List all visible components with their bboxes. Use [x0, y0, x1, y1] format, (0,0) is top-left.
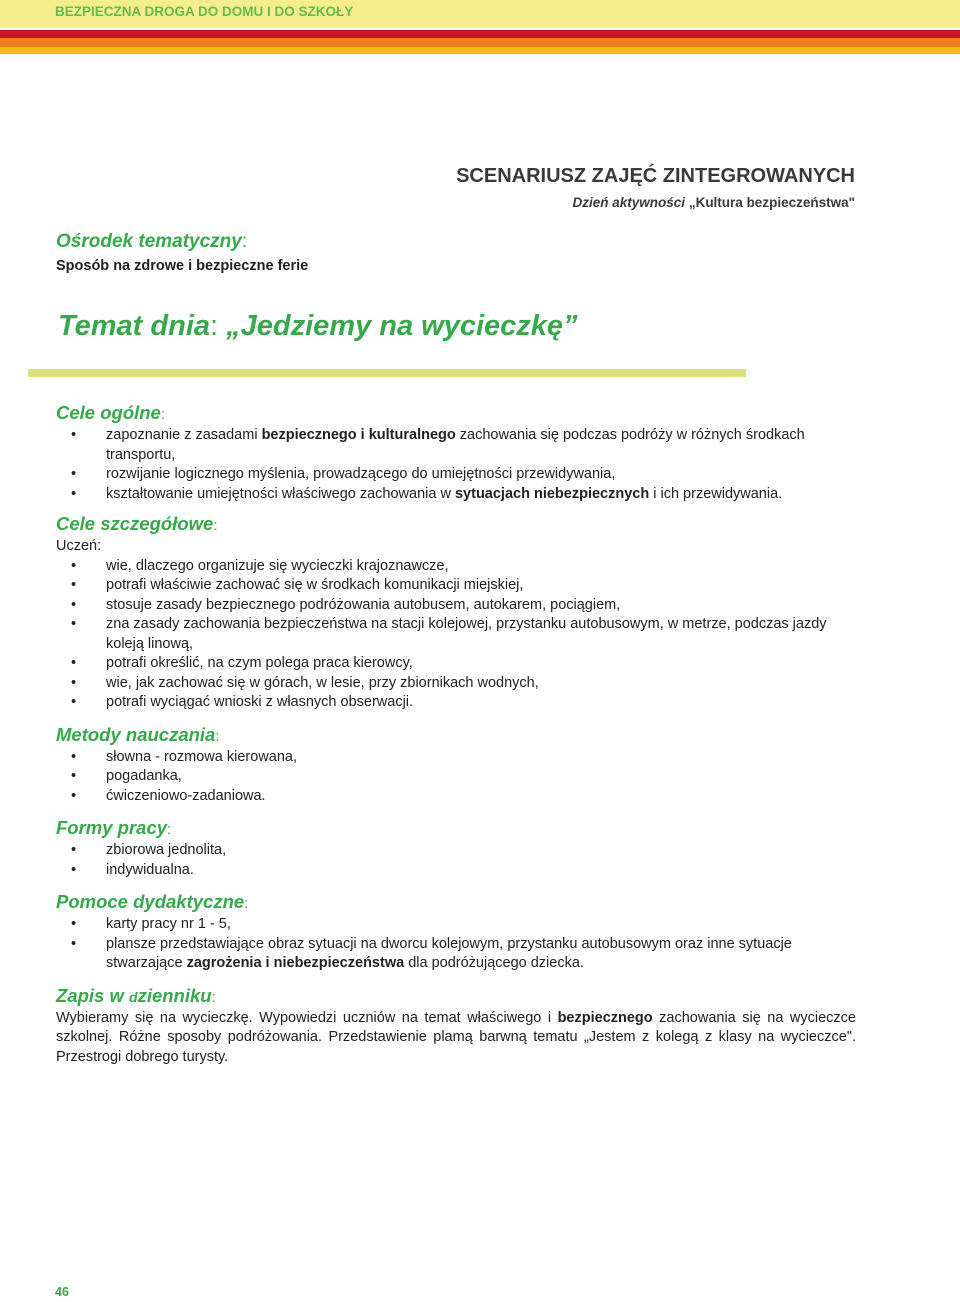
stripe-orange: [0, 38, 960, 47]
stripe-yellow: [0, 47, 960, 54]
cele-ogolne-colon: :: [160, 406, 166, 423]
metody-heading-text: Metody nauczania: [56, 723, 216, 745]
zapis-heading: [56, 985, 856, 1009]
item-text: rozwijanie logicznego myślenia, prowadzącego do umiejętności przewidywania,: [106, 466, 616, 482]
list-item: • zna zasady zachowania bezpieczeństwa na stacji kolejowej, przystanku autobusowym, w metrze, podczas jazdy koleją linową,: [56, 615, 856, 654]
pupil-intro: Uczeń:: [56, 538, 102, 554]
zapis-text: zachowania się na wycieczce szkolnej. Różne sposoby podróżowania. Przedstawienie plamą barwną tematu „Jestem z kolegą z klasy na wycieczce". Przestrogi dobrego turysty.: [56, 1009, 856, 1065]
item-text: i ich przewidywania.: [649, 485, 783, 502]
cele-szczegolowe-colon: :: [213, 517, 218, 534]
formy-heading-text: Formy pracy: [56, 817, 168, 838]
topic-value: „Jedziemy na wycieczkę”: [226, 310, 578, 342]
metody-heading: [56, 724, 856, 748]
list-item: • ćwiczeniowo-zadaniowa.: [56, 787, 856, 807]
list-item: [56, 426, 856, 465]
list-item: • słowna - rozmowa kierowana,: [56, 748, 856, 768]
cele-ogolne-heading: [56, 402, 856, 426]
pomoce-heading-text: Pomoce dydaktyczne: [56, 891, 245, 912]
pomoce-list: [56, 915, 856, 974]
list-item: • stosuje zasady bezpiecznego podróżowania autobusem, autokarem, pociągiem,: [56, 596, 856, 616]
topic-title: [58, 310, 578, 343]
cele-szczegolowe-heading: [56, 513, 856, 537]
item-text: dla podróżującego dziecka.: [404, 955, 584, 971]
item-text: zachowania się podczas podróży w różnych środkach transportu,: [106, 427, 805, 463]
list-item: [56, 465, 856, 485]
zapis-paragraph: [56, 1009, 856, 1068]
zapis-colon: :: [211, 988, 216, 1006]
metody-list: [56, 748, 856, 807]
top-band: [0, 0, 960, 28]
main-content: [56, 402, 856, 1067]
cele-szczegolowe-list: [56, 557, 856, 713]
list-item: • potrafi określić, na czym polega praca kierowcy,: [56, 654, 856, 674]
running-title: BEZPIECZNA DROGA DO DOMU I DO SZKOŁY: [55, 4, 354, 19]
list-item: • indywidualna.: [56, 861, 856, 881]
topic-label: Temat dnia: [58, 310, 211, 342]
item-text: kształtowanie umiejętności właściwego zachowania w: [106, 485, 455, 502]
osrodek-heading: [56, 231, 247, 253]
osrodek-colon: :: [241, 231, 248, 252]
section-divider: [28, 369, 746, 377]
osrodek-heading-text: Ośrodek tematyczny: [56, 231, 242, 252]
scenario-subtitle-italic: Dzień aktywności: [572, 195, 686, 210]
cele-ogolne-heading-text: Cele ogólne: [56, 402, 161, 423]
list-item: • potrafi wyciągać wnioski z własnych obserwacji.: [56, 693, 856, 713]
list-item: • pogadanka,: [56, 767, 856, 787]
list-item: • zbiorowa jednolita,: [56, 841, 856, 861]
list-item: • wie, jak zachować się w górach, w lesie, przy zbiornikach wodnych,: [56, 674, 856, 694]
page-number: 46: [55, 1285, 69, 1299]
list-item: [56, 935, 856, 974]
list-item: • potrafi właściwie zachować się w środkach komunikacji miejskiej,: [56, 576, 856, 596]
list-item: • wie, dlaczego organizuje się wycieczki krajoznawcze,: [56, 557, 856, 577]
item-text: plansze przedstawiające obraz sytuacji na dworcu kolejowym, przystanku autobusowym oraz inne sytuacje stwarzające: [106, 935, 792, 971]
formy-colon: :: [167, 821, 172, 838]
item-bold: sytuacjach niebezpiecznych: [454, 485, 650, 502]
scenario-subtitle-rest: „Kultura bezpieczeństwa": [685, 195, 855, 210]
item-bold: bezpiecznego i kulturalnego: [261, 427, 456, 443]
zapis-text: Wybieramy się na wycieczkę. Wypowiedzi uczniów na temat właściwego i: [56, 1009, 558, 1026]
scenario-subtitle: [573, 195, 855, 210]
cele-ogolne-list: [56, 426, 856, 504]
formy-list: [56, 841, 856, 880]
zapis-heading-c: zienniku: [137, 984, 212, 1006]
formy-heading: [56, 817, 856, 841]
stripe-red: [0, 30, 960, 38]
list-item: • karty pracy nr 1 - 5,: [56, 915, 856, 935]
pomoce-colon: :: [244, 895, 249, 912]
zapis-heading-b: d: [129, 988, 138, 1005]
zapis-bold: bezpiecznego: [557, 1009, 653, 1026]
osrodek-value: Sposób na zdrowe i bezpieczne ferie: [56, 258, 309, 274]
item-bold: zagrożenia i niebezpieczeństwa: [186, 955, 405, 971]
metody-colon: :: [215, 727, 220, 745]
scenario-title: SCENARIUSZ ZAJĘĆ ZINTEGROWANYCH: [456, 165, 855, 187]
list-item: [56, 485, 856, 505]
pomoce-heading: [56, 891, 856, 915]
item-text: zapoznanie z zasadami: [106, 427, 262, 443]
zapis-heading-a: Zapis w: [56, 984, 129, 1006]
cele-szczegolowe-heading-text: Cele szczegółowe: [56, 513, 214, 534]
topic-colon: :: [210, 310, 227, 342]
